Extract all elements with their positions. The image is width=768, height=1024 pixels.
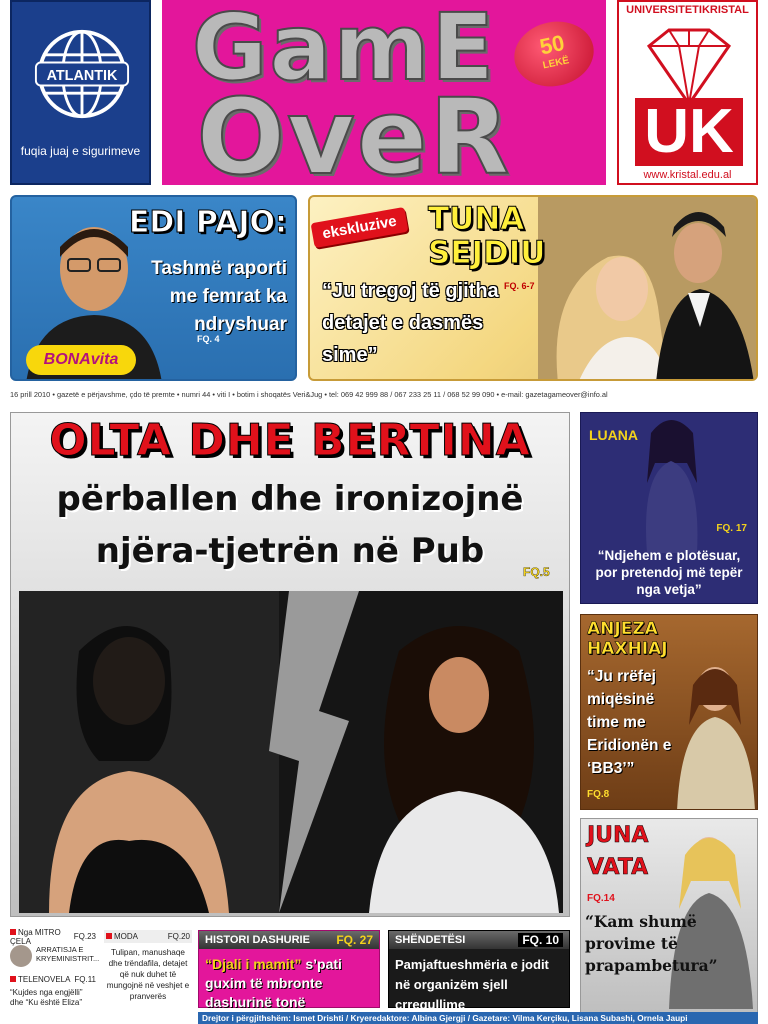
histori-text bbox=[199, 949, 379, 1018]
staff-credits: Drejtor i përgjithshëm: Ismet Drishti / Kryeredaktore: Albina Gjergji / Gazetare: Vilma Kerçiku, Lisana Subashi, Ornela Jaupi bbox=[198, 1012, 758, 1024]
anjeza-quote: “Ju rrëfej miqësinë time me Eridionën e ‘BB3’” bbox=[587, 668, 672, 777]
uk-university-name: UNIVERSITETIKRISTAL bbox=[626, 4, 749, 16]
edi-pajo-name: EDI PAJO: bbox=[128, 205, 287, 240]
tuna-name-1: TUNA bbox=[428, 201, 525, 237]
price-number: 50 bbox=[537, 29, 567, 60]
feature-edi-pajo[interactable] bbox=[10, 195, 297, 381]
feature-anjeza-haxhiaj[interactable] bbox=[580, 614, 758, 810]
feature-juna-vata[interactable] bbox=[580, 818, 758, 1013]
masthead-title-1: GamE bbox=[191, 0, 497, 101]
luana-name: LUANA bbox=[589, 427, 638, 443]
luana-quote: “Ndjehem e plotësuar, por pretendoj më tepër nga vetja” bbox=[595, 548, 743, 597]
column-histori-dashurie[interactable] bbox=[198, 930, 380, 1008]
anjeza-page: FQ.8 bbox=[587, 789, 610, 800]
masthead-logo[interactable] bbox=[162, 0, 606, 185]
globe-icon bbox=[34, 26, 130, 122]
price-currency: LEKË bbox=[541, 55, 571, 72]
red-square-icon bbox=[10, 929, 16, 935]
histori-label: HISTORI DASHURIE bbox=[205, 934, 310, 946]
red-square-icon bbox=[10, 976, 16, 982]
histori-quote: “Djali i mamit” bbox=[205, 956, 302, 972]
moda-text: Tulipan, manushaqe dhe trëndafila, detajet që nuk duhet të mungojnë në veshjet e pranverës bbox=[106, 948, 190, 1001]
shendet-header bbox=[389, 931, 569, 949]
main-story[interactable] bbox=[10, 412, 570, 917]
main-story-photo bbox=[19, 591, 563, 913]
red-square-icon bbox=[106, 933, 112, 939]
mitro-avatar bbox=[10, 945, 32, 967]
tuna-quote: “Ju tregoj të gjitha detajet e dasmës sime” bbox=[322, 280, 499, 366]
juna-name-2: VATA bbox=[587, 855, 649, 880]
anjeza-name-2: HAXHIAJ bbox=[587, 639, 668, 659]
juna-page: FQ.14 bbox=[587, 893, 615, 904]
main-subheadline-1: përballen dhe ironizojnë bbox=[56, 479, 524, 519]
feature-tuna-sejdiu[interactable] bbox=[308, 195, 758, 381]
anjeza-name-1: ANJEZA bbox=[587, 619, 658, 639]
luana-page: FQ. 17 bbox=[716, 523, 747, 534]
mitro-label: Nga MITRO ÇELA bbox=[10, 927, 61, 946]
shendet-label: SHËNDETËSI bbox=[395, 934, 466, 946]
tuna-name-2: SEJDIU bbox=[428, 235, 546, 271]
tuna-page: FQ. 6-7 bbox=[504, 281, 535, 291]
histori-header bbox=[199, 931, 379, 949]
column-shendetesi[interactable] bbox=[388, 930, 570, 1012]
telenovela-header bbox=[10, 973, 96, 986]
anjeza-photo bbox=[671, 645, 757, 810]
moda-page: FQ.20 bbox=[167, 932, 190, 941]
column-moda[interactable] bbox=[104, 930, 192, 1014]
histori-page: FQ. 27 bbox=[336, 933, 373, 947]
shendet-text: Pamjaftueshmëria e jodit në organizëm sjell çrregullime bbox=[395, 957, 549, 1012]
main-headline: OLTA DHE BERTINA bbox=[49, 415, 531, 466]
exclusive-badge: ekskluzive bbox=[311, 207, 409, 248]
telenovela-label: TELENOVELA bbox=[18, 975, 71, 984]
moda-header bbox=[104, 930, 192, 943]
mitro-page: FQ.23 bbox=[73, 932, 96, 941]
mitro-subtitle: ARRATISJA E KRYEMINISTRIT... bbox=[36, 945, 100, 963]
uk-logo: UK bbox=[635, 98, 743, 166]
moda-label: MODA bbox=[114, 932, 138, 941]
atlantik-ad[interactable] bbox=[10, 0, 151, 185]
histori-text-rest: s’pati guxim të mbronte dashurinë tonë bbox=[205, 956, 342, 1010]
juna-name-1: JUNA bbox=[587, 823, 649, 848]
shendet-page: FQ. 10 bbox=[518, 933, 563, 947]
bonavita-badge: BONAvita bbox=[26, 345, 136, 375]
telenovela-page: FQ.11 bbox=[74, 975, 96, 984]
column-mitro-cela[interactable] bbox=[10, 927, 100, 1014]
main-story-page: FQ.5 bbox=[523, 565, 550, 579]
atlantik-slogan: fuqia juaj e sigurimeve bbox=[20, 144, 141, 158]
uk-ad[interactable] bbox=[617, 0, 758, 185]
edi-pajo-text: Tashmë raporti me femrat ka ndryshuar bbox=[151, 258, 287, 335]
juna-quote: “Kam shumë provime të prapambetura” bbox=[585, 912, 718, 975]
edi-pajo-page: FQ. 4 bbox=[197, 334, 220, 344]
main-subheadline-2: njëra-tjetrën në Pub bbox=[95, 531, 485, 571]
telenovela-text: “Kujdes nga engjëlli” dhe “Ku është Eliza” bbox=[10, 988, 83, 1007]
atlantik-brand: ATLANTIK bbox=[46, 67, 118, 84]
mitro-header bbox=[10, 927, 96, 946]
uk-url[interactable]: www.kristal.edu.al bbox=[643, 169, 732, 181]
wedding-couple-photo bbox=[538, 197, 758, 381]
masthead-title-2: OveR bbox=[196, 76, 512, 185]
feature-luana[interactable] bbox=[580, 412, 758, 604]
issue-info-strip: 16 prill 2010 • gazetë e përjavshme, çdo të premte • numri 44 • viti I • botim i shoqatës Veri&Jug • tel: 069 42 999 88 / 067 233 25 11 / 068 52 99 090 • e-mail: gazetagameover@info.al bbox=[10, 390, 608, 399]
